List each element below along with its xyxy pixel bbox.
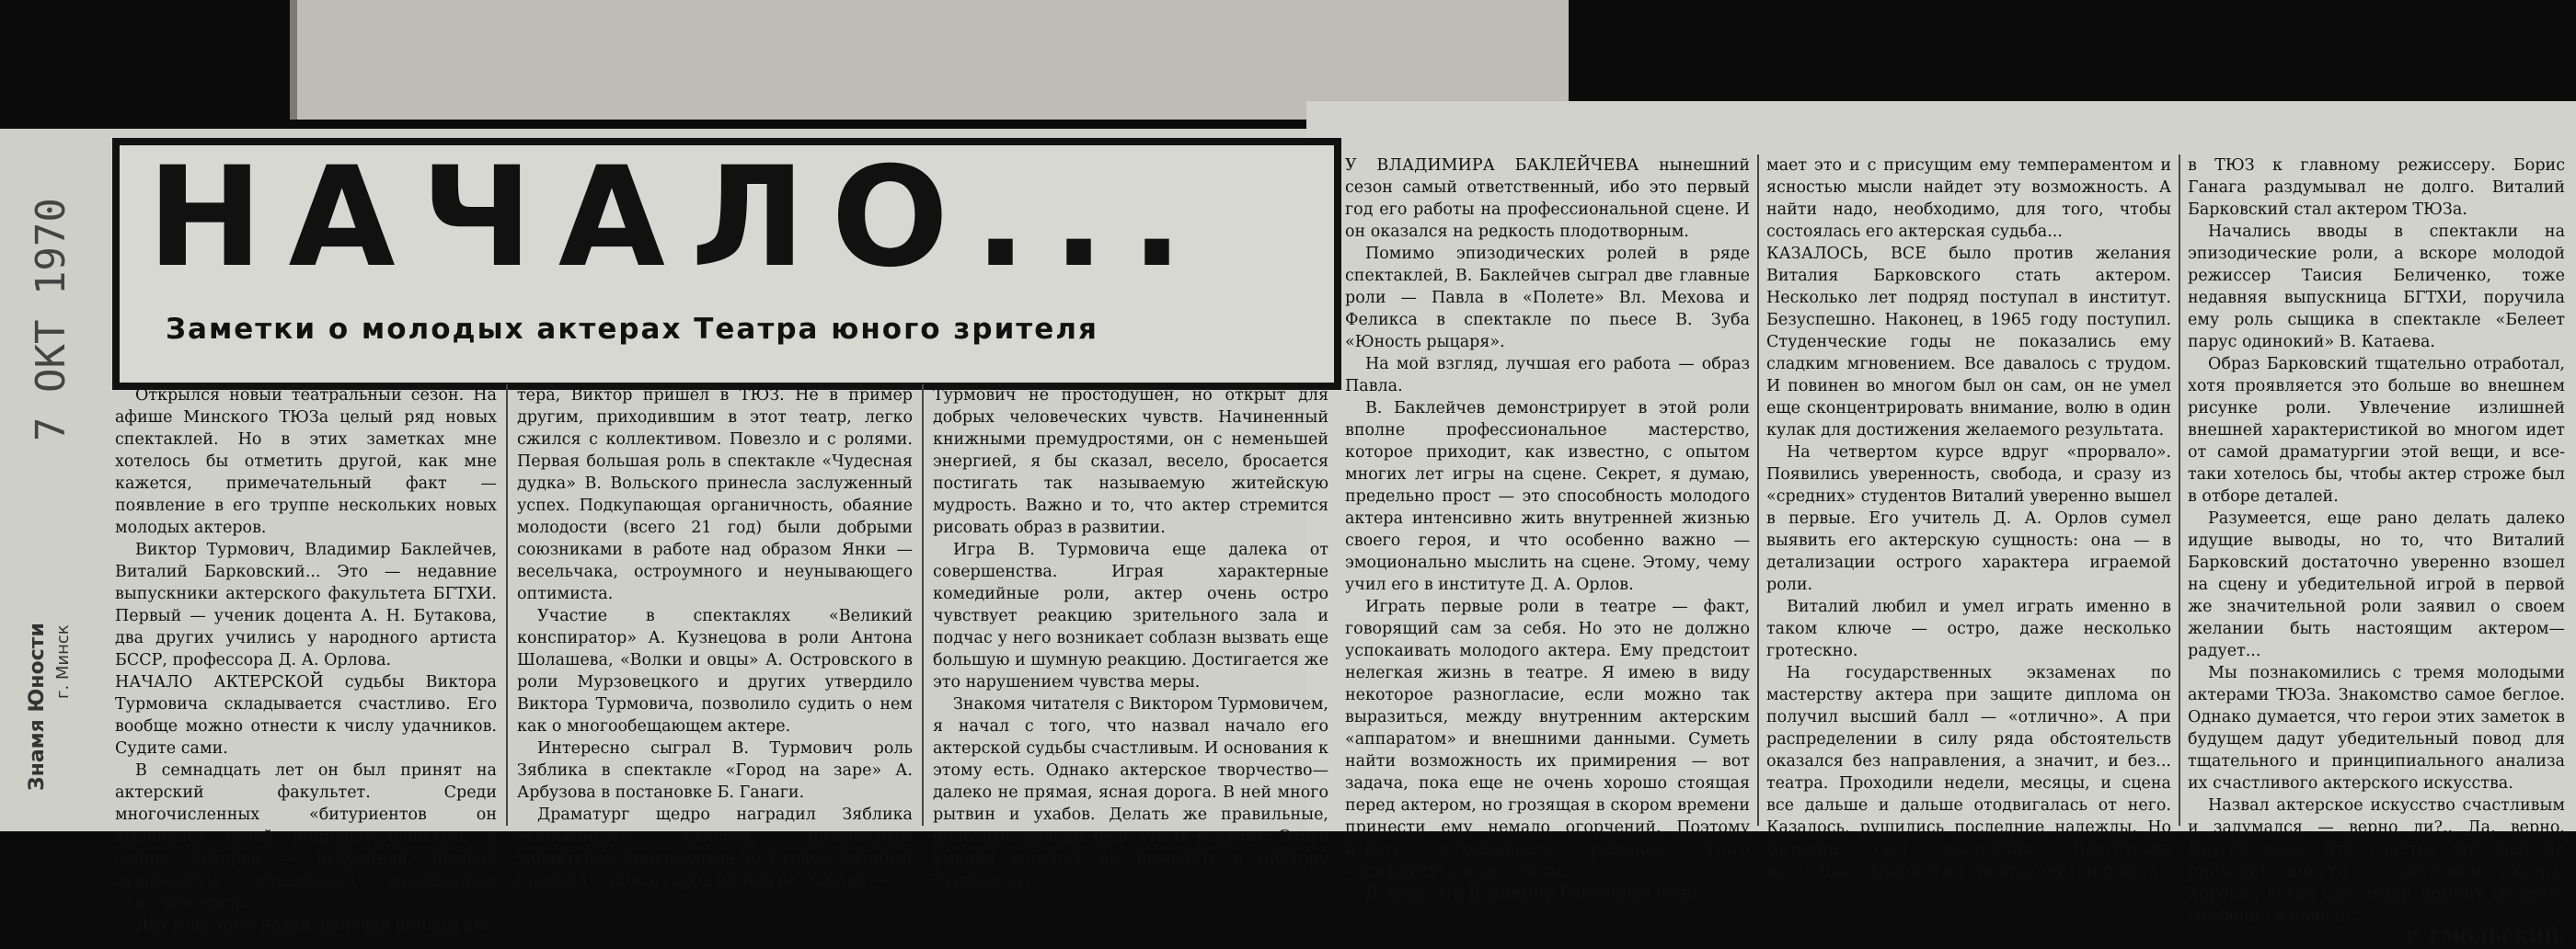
paragraph: В. Баклейчев демонстрирует в этой роли вполне профессиональное мастерство, которое приходит, как известно, с опытом многих лет игры на сцене. Секрет, я думаю, предельно прост — это способность молодого актера интенсивно жить внутренней жизнью своего героя, и что особенно важно — эмоционально мыслить на сцене. Этому, чему учил его в институте Д. А. Орлов. (1345, 399, 1750, 594)
paragraph: КАЗАЛОСЬ, ВСЕ было против желания Виталия Барковского стать актером. Несколько лет подряд поступал в институт. Безуспешно. Наконец, в 1965 году поступил. Студенческие годы не показались ему сладким мгновением. Все давалось с трудом. И повинен во многом был он сам, он не умел еще сконцентрировать внимание, волю в один кулак для достижения желаемого результата. (1766, 245, 2171, 440)
paragraph: Образ Барковский тщательно отработал, хотя проявляется это больше во внешнем рисунке роли. Увлечение излишней внешней характеристикой во многом идет от самой драматургии этой вещи, и все-таки хотелось бы, чтобы актер строже был в отборе деталей. (2188, 355, 2565, 506)
paragraph: Интересно сыграл В. Турмович роль Зяблика в спектакле «Город на заре» А. Арбузова в постановке Б. Ганаги. (517, 739, 913, 802)
paragraph: мает это и с присущим ему темпераментом и ясностью мысли найдет эту возможность. А найти надо, необходимо, для того, чтобы состоялась его актерская судьба... (1766, 156, 2171, 241)
paragraph: Участие в спектаклях «Великий конспиратор» А. Кузнецова в роли Антона Шолашева, «Волки и овцы» А. Островского в роли Мурзовецкого и других утвердило Виктора Турмовича, позволило судить о нем как о многообещающем актере. (517, 607, 913, 736)
newspaper-name: Знамя Юности (26, 623, 49, 791)
paragraph: На четвертом курсе вдруг «прорвало». Появились уверенность, свобода, и сразу из «средних» студентов Виталий уверенно вышел в первые. Его учитель Д. А. Орлов сумел выявить его актерскую сущность: она — в детализации острого характера играемой роли. (1766, 443, 2171, 594)
paragraph: Мы познакомились с тремя молодыми актерами ТЮЗа. Знакомство самое беглое. Однако думается, что герои этих заметок в будущем дадут убедительный повод для тщательного и принципиального анализа их счастливого актерского искусства. (2188, 664, 2565, 793)
paragraph: Назвал актерское искусство счастливым и задумался — верно ли?.. Да, верно. Другое дело, что счастье это еще не приходит вместе с дипломом актера. Хорошо, когда сам актер помнит об этом. Особенно в начале... (2188, 796, 2565, 925)
paragraph: Разумеется, еще рано делать далеко идущие выводы, но то, что Виталий Барковский достаточно уверенно взошел на сцену и убедительной игрой в первой же значительной роли заявил о своем желании быть настоящим актером— радует... (2188, 509, 2565, 660)
paragraph: Драматург щедро наградил Зяблика «серьезным» юмором, интересным характером комсомольца 30-х годов, который приехал строить город на Амуре. Зяблик — (517, 806, 913, 890)
paragraph: Турмович не простодушен, но открыт для добрых человеческих чувств. Начиненный книжными премудростями, он с неменьшей энергией, я бы сказал, весело, бросается постигать так называемую житейскую мудрость. Важно и то, что актер стремится рисовать образ в развитии. (933, 386, 1328, 537)
city-name: г. Минск (53, 624, 73, 699)
paragraph: Помимо эпизодических ролей в ряде спектаклей, В. Баклейчев сыграл две главные роли — Павла в «Полете» Вл. Мехова и Феликса в спектакле по пьесе В. Зуба «Юность рыцаря». (1345, 245, 1750, 351)
paper-fold (290, 0, 297, 120)
paragraph: На государственных экзаменах по мастерству актера при защите диплома он получил высший балл — «отлично». А при распределении в силу ряда обстоятельств оказался без направления, а значит, и без... театра. Проходили недели, месяцы, и сцена все дальше и дальше отодвигалась от него. Казалось, рушились последние надежды. Но Виталий был настойчив. Подготовив несколько отрывков из спектаклей, он пошел (1766, 664, 2171, 881)
column-rule (506, 384, 508, 826)
paragraph: Виталий любил и умел играть именно в таком ключе — остро, даже несколько гротескно. (1766, 598, 2171, 660)
paragraph: У ВЛАДИМИРА БАКЛЕЙЧЕВА нынешний сезон самый ответственный, ибо это первый год его работы на профессиональной сцене. И он оказался на редкость плодотворным. (1345, 156, 1750, 241)
article-subtitle: Заметки о молодых актерах Театра юного зрителя (166, 313, 1098, 346)
article-title: НАЧАЛО... (147, 138, 1209, 298)
paragraph: тера, Виктор пришел в ТЮЗ. Не в пример другим, приходившим в этот театр, легко сжился с коллективом. Повезло и с ролями. Первая большая роль в спектакле «Чудесная дудка» В. Вольского принесла заслуженный успех. Подкупающая органичность, обаяние молодости (всего 21 год) были добрыми союзниками в работе над образом Янки — весельчака, остроумного и неунывающего оптимиста. (517, 386, 913, 603)
author-signature: Р. СМОЛЬСКИЙ. (2406, 929, 2565, 947)
paragraph: НАЧАЛО АКТЕРСКОЙ судьбы Виктора Турмовича складывается счастливо. Его вообще можно отнести к числу удачников. Судите сами. (115, 673, 497, 758)
paragraph: Думаю, что Владимир Баклейчев пони- (1365, 885, 1704, 903)
paragraph: Знакомя читателя с Виктором Турмовичем, я начал с того, что назвал начало его актерской судьбы счастливым. И основания к этому есть. Однако актерское творчество— далеко не прямая, ясная дорога. В ней много рытвин и ухабов. Делать же правильные, полезные выводы надо уметь всякому. Этого умения хотелось бы пожелать и Виктору Турмовичу. (933, 695, 1328, 890)
column-rule (922, 384, 924, 826)
article-column-4 (1345, 154, 1750, 903)
paragraph: Виктор Турмович, Владимир Баклейчев, Виталий Барковский... Это — недавние выпускники актерского факультета БГТХИ. Первый — ученик доцента А. Н. Бутакова, два других учились у народного артиста БССР, профессора Д. А. Орлова. (115, 541, 497, 669)
paragraph: Два года тому назад, получив диплом ак- (135, 916, 489, 934)
paragraph: Играть первые роли в театре — факт, говорящий сам за себя. Но это не должно успокаивать молодого актера. Ему предстоит нелегкая жизнь в театре. Я имею в виду некоторое разногласие, если можно так выразиться, между внутренним актерским «аппаратом» и внешними данными. Суметь найти возможность их примирения — вот задача, пока еще не очень хорошо стоящая перед актером, но грозящая в скором времени принести ему немало огорчений. Поэтому искать возможность решения этого «конфликта» надо сейчас. (1345, 598, 1750, 881)
date-stamp: 7 ОКТ 1970 (28, 198, 75, 441)
paragraph: Открылся новый театральный сезон. На афише Минского ТЮЗа целый ряд новых спектаклей. Но в этих заметках мне хотелось бы отметить другой, как мне кажется, примечательный факт — появление в его труппе нескольких новых молодых актеров. (115, 386, 497, 537)
article-column-1 (115, 384, 497, 934)
column-rule (2179, 154, 2180, 826)
paragraph: в ТЮЗ к главному режиссеру. Борис Ганага раздумывал не долго. Виталий Барковский стал актером ТЮЗа. (2188, 156, 2565, 219)
article-column-6 (2188, 154, 2565, 947)
paragraph: На мой взгляд, лучшая его работа — образ Павла. (1345, 355, 1750, 395)
article-column-2 (517, 384, 913, 890)
paragraph: В семнадцать лет он был принят на актерский факультет. Среди многочисленных «битуриентов он выделялся своей индивидуальностью, в основе которой — искренняя, щедрая душевность, окрашенная врожденным чувством юмора. (115, 761, 497, 912)
paragraph: Игра В. Турмовича еще далека от совершенства. Играя характерные комедийные роли, актер очень остро чувствует реакцию зрительного зала и подчас у него возникает соблазн вызвать еще большую и шумную реакцию. Достигается же это нарушением чувства меры. (933, 541, 1328, 692)
column-rule (1757, 154, 1759, 826)
article-column-3 (933, 384, 1328, 890)
paragraph: Начались вводы в спектакли на эпизодические роли, а вскоре молодой режиссер Таисия Беличенко, тоже недавняя выпускница БГТХИ, поручила ему роль сыщика в спектакле «Белеет парус одинокий» В. Катаева. (2188, 223, 2565, 351)
article-column-5 (1766, 154, 2171, 881)
